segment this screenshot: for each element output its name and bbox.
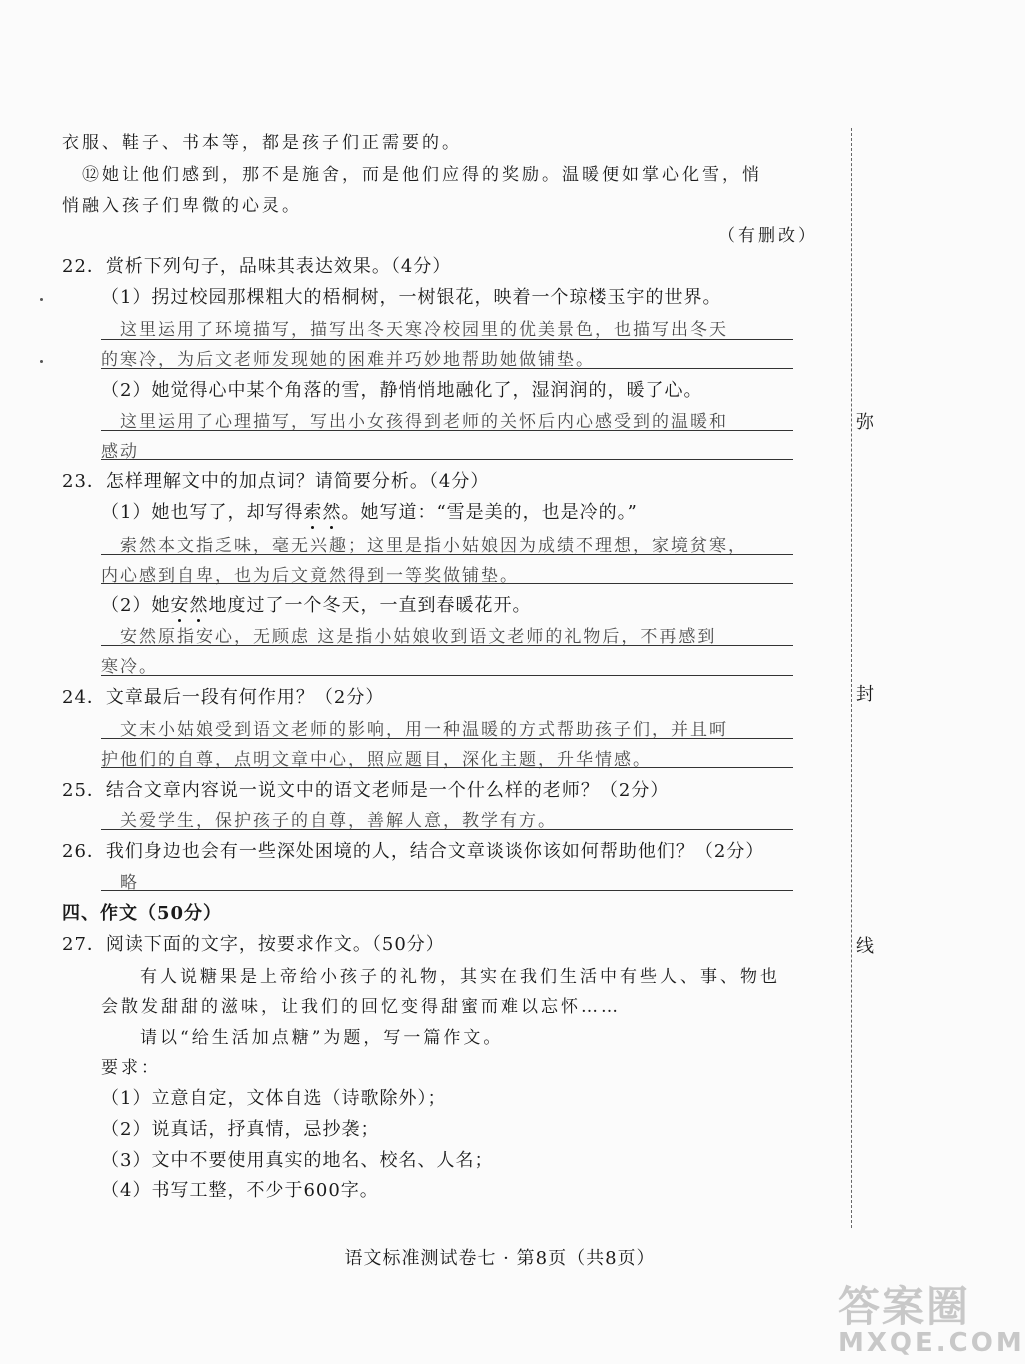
- answer-24-line2: 护他们的自尊，点明文章中心，照应题目，深化主题，升华情感。: [101, 750, 652, 770]
- passage-source-note: （有删改）: [718, 226, 818, 246]
- answer-line: [101, 339, 793, 340]
- question-23-sentence-1: [101, 498, 638, 524]
- answer-23-1-line2: 内心感到自卑，也为后文竟然得到一等奖做铺垫。: [101, 566, 519, 586]
- margin-dot: [40, 298, 43, 301]
- answer-23-2-line1: 安然原指安心，无顾虑 这是指小姑娘收到语文老师的礼物后，不再感到: [120, 627, 717, 647]
- answer-22-1-line2: 的寒冷，为后文老师发现她的困难并巧妙地帮助她做铺垫。: [101, 350, 595, 370]
- answer-line: [101, 738, 793, 739]
- prompt-title-instruction: 请以“给生活加点糖”为题，写一篇作文。: [140, 1028, 504, 1048]
- answer-24-line1: 文末小姑娘受到语文老师的影响，用一种温暖的方式帮助孩子们，并且呵: [120, 720, 728, 740]
- passage-paragraph-12-line1: ⑫她让他们感到，那不是施舍，而是他们应得的奖励。温暖便如掌心化雪，悄: [82, 165, 762, 185]
- question-24-stem: 24．文章最后一段有何作用？（2分）: [62, 687, 385, 708]
- sentence-text: （2）她: [101, 595, 171, 616]
- requirements-title: 要求：: [101, 1058, 161, 1078]
- sentence-text: 。她写道：“雪是美的，也是冷的。”: [341, 502, 638, 523]
- binding-char-feng: 封: [856, 684, 874, 705]
- question-22-sentence-2: （2）她觉得心中某个角落的雪，静悄悄地融化了，湿润润的，暖了心。: [101, 380, 703, 401]
- question-25-stem: 25．结合文章内容说一说文中的语文老师是一个什么样的老师？（2分）: [62, 780, 670, 801]
- section-4-heading: 四、作文（50分）: [62, 903, 223, 924]
- answer-25: 关爱学生，保护孩子的自尊，善解人意，教学有方。: [120, 811, 557, 831]
- requirement-item: （1）立意自定，文体自选（诗歌除外）；: [101, 1088, 447, 1109]
- passage-line: 衣服、鞋子、书本等，都是孩子们正需要的。: [62, 133, 462, 153]
- requirement-item: （2）说真话，抒真情，忌抄袭；: [101, 1119, 380, 1140]
- answer-22-2-line2: 感动: [101, 442, 139, 462]
- question-27-stem: 27．阅读下面的文字，按要求作文。（50分）: [62, 934, 445, 955]
- question-22-stem: 22．赏析下列句子，品味其表达效果。（4分）: [62, 256, 452, 277]
- sentence-text: （1）她也写了，却写得: [101, 502, 304, 523]
- answer-22-2-line1: 这里运用了心理描写，写出小女孩得到老师的关怀后内心感受到的温暖和: [120, 412, 728, 432]
- passage-paragraph-12-line2: 悄融入孩子们卑微的心灵。: [62, 196, 302, 216]
- answer-line: [101, 368, 793, 369]
- requirement-item: （3）文中不要使用真实的地名、校名、人名；: [101, 1150, 494, 1171]
- watermark-logo: [838, 1282, 1025, 1358]
- watermark-main-text: 答案圈: [838, 1282, 971, 1331]
- emphasized-char: 然: [189, 595, 209, 616]
- watermark-url-text: MXQE.COM: [838, 1328, 1025, 1358]
- question-22-sentence-1: （1）拐过校园那棵粗大的梧桐树，一树银花，映着一个琼楼玉宇的世界。: [101, 287, 722, 308]
- answer-23-1-line1: 索然本文指乏味，毫无兴趣；这里是指小姑娘因为成绩不理想，家境贫寒，: [120, 536, 747, 556]
- binding-char-xian: 线: [856, 936, 874, 957]
- requirement-item: （4）书写工整，不少于600字。: [101, 1180, 379, 1201]
- prompt-paragraph-line2: 会散发甜甜的滋味，让我们的回忆变得甜蜜而难以忘怀……: [101, 997, 621, 1017]
- answer-line: [101, 675, 793, 676]
- answer-line: [101, 829, 793, 830]
- answer-line: [101, 767, 793, 768]
- page-footer: 语文标准测试卷七 · 第8页（共8页）: [344, 1248, 656, 1269]
- emphasized-char: 安: [170, 595, 190, 616]
- question-23-sentence-2: [101, 591, 531, 617]
- answer-26: 略: [120, 873, 139, 893]
- prompt-paragraph-line1: 有人说糖果是上帝给小孩子的礼物，其实在我们生活中有些人、事、物也: [140, 967, 780, 987]
- emphasized-char: 然: [322, 502, 342, 523]
- binding-dashed-line: [851, 128, 852, 1228]
- binding-char-mi: 弥: [856, 412, 874, 433]
- emphasized-char: 索: [303, 502, 323, 523]
- answer-line: [101, 645, 793, 646]
- answer-line: [101, 583, 793, 584]
- answer-23-2-line2: 寒冷。: [101, 657, 158, 677]
- margin-dot: [40, 360, 43, 363]
- question-26-stem: 26．我们身边也会有一些深处困境的人，结合文章谈谈你该如何帮助他们？（2分）: [62, 841, 765, 862]
- answer-line: [101, 459, 793, 460]
- answer-line: [101, 430, 793, 431]
- answer-line: [101, 890, 793, 891]
- question-23-stem: 23．怎样理解文中的加点词？请简要分析。（4分）: [62, 471, 490, 492]
- answer-line: [101, 554, 793, 555]
- answer-22-1-line1: 这里运用了环境描写，描写出冬天寒冷校园里的优美景色，也描写出冬天: [120, 320, 728, 340]
- sentence-text: 地度过了一个冬天，一直到春暖花开。: [208, 595, 532, 616]
